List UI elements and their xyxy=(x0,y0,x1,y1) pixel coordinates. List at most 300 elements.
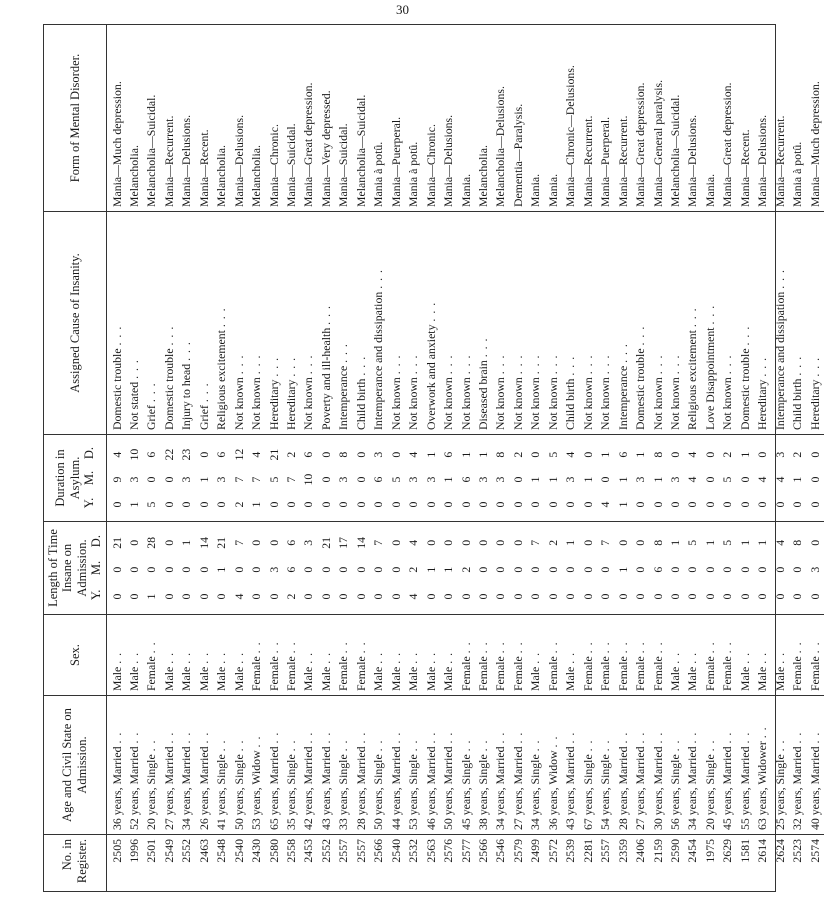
duration-months: 3 xyxy=(126,476,141,483)
duration-years: 2 xyxy=(231,501,246,508)
length-days: 6 xyxy=(284,539,299,546)
assigned-cause: Not stated xyxy=(126,381,141,430)
civil-state: Married xyxy=(720,746,735,785)
mental-disorder-form: Mania. xyxy=(458,173,473,207)
duration-months: 3 xyxy=(476,476,491,483)
sex: Female xyxy=(702,656,717,691)
duration-years: 0 xyxy=(580,501,595,508)
length-years: 0 xyxy=(685,593,700,600)
duration-years: 0 xyxy=(545,501,560,508)
assigned-cause: Hereditary xyxy=(266,379,281,430)
length-months: 0 xyxy=(336,566,351,573)
duration-years: 0 xyxy=(563,501,578,508)
length-years: 0 xyxy=(598,593,613,600)
age: 36 xyxy=(109,818,124,830)
duration-days: 4 xyxy=(563,451,578,458)
duration-years: 0 xyxy=(196,501,211,508)
mental-disorder-form: Melancholia—Suicidal. xyxy=(144,94,159,207)
civil-state: Single xyxy=(458,754,473,785)
duration-years: 0 xyxy=(214,501,229,508)
sex: Male xyxy=(301,666,316,691)
mental-disorder-form: Mania—Much depression. xyxy=(109,81,124,207)
table-row: 2572 36 years, Widow . . Female . . 002 015 Not known . . . Mania. xyxy=(545,25,562,891)
header-cause: Assigned Cause of Insanity. xyxy=(44,212,106,435)
civil-state: Married xyxy=(109,746,124,785)
assigned-cause: Not known xyxy=(580,377,595,430)
duration-days: 1 xyxy=(737,451,752,458)
civil-state: Married xyxy=(790,746,805,785)
table-row: 2557 33 years, Single . . Female . . 0017 038 Intemperance . . . Mania—Suicidal. xyxy=(335,25,352,891)
duration-years: 0 xyxy=(179,501,194,508)
length-months: 0 xyxy=(737,566,752,573)
length-months: 0 xyxy=(510,566,525,573)
length-months: 0 xyxy=(580,566,595,573)
register-number: 2557 xyxy=(353,835,370,892)
length-days: 3 xyxy=(301,539,316,546)
length-years: 0 xyxy=(633,593,648,600)
length-days: 0 xyxy=(161,539,176,546)
length-years: 0 xyxy=(493,593,508,600)
length-months: 0 xyxy=(109,566,124,573)
civil-state: Single xyxy=(476,754,491,785)
length-months: 3 xyxy=(266,566,281,573)
assigned-cause: Child birth xyxy=(790,378,805,430)
duration-months: 1 xyxy=(790,476,805,483)
duration-days: 0 xyxy=(388,451,403,458)
length-days: 7 xyxy=(371,539,386,546)
duration-days: 21 xyxy=(266,448,281,461)
age: 34 xyxy=(685,818,700,830)
civil-state: Married xyxy=(196,746,211,785)
duration-days: 10 xyxy=(126,448,141,461)
length-days: 1 xyxy=(755,539,770,546)
table-row: 2463 26 years, Married . . Male . . 0014 010 Grief . . . Mania—Recent. xyxy=(196,25,213,891)
duration-years: 1 xyxy=(126,501,141,508)
duration-months: 3 xyxy=(423,476,438,483)
length-years: 0 xyxy=(772,593,787,600)
length-days: 0 xyxy=(126,539,141,546)
duration-years: 1 xyxy=(615,501,630,508)
length-days: 21 xyxy=(214,536,229,549)
sex: Male xyxy=(109,666,124,691)
register-number: 2281 xyxy=(580,835,597,892)
duration-days: 4 xyxy=(109,451,124,458)
duration-months: 0 xyxy=(318,476,333,483)
sex: Male xyxy=(214,666,229,691)
duration-years: 0 xyxy=(441,501,456,508)
assigned-cause: Intemperance xyxy=(336,365,351,430)
length-years: 0 xyxy=(737,593,752,600)
table-row: 2501 20 years, Single . . Female . . 1028 506 Grief . . . Melancholia—Suicidal. xyxy=(143,25,160,891)
sex: Female xyxy=(249,656,264,691)
length-months: 0 xyxy=(161,566,176,573)
duration-years: 0 xyxy=(458,501,473,508)
sex: Male xyxy=(388,666,403,691)
duration-months: 1 xyxy=(650,476,665,483)
mental-disorder-form: Melancholia—Suicidal. xyxy=(353,94,368,207)
duration-months: 4 xyxy=(755,476,770,483)
duration-months: 9 xyxy=(109,476,124,483)
duration-years: 0 xyxy=(371,501,386,508)
length-months: 0 xyxy=(353,566,368,573)
register-number: 2614 xyxy=(754,835,771,892)
table-row: 2454 34 years, Married . . Male . . 005 044 Religious excitement . . . Mania—Delusions. xyxy=(684,25,701,891)
table-row: 2558 35 years, Single . . Female . . 266 072 Hereditary . . . Mania—Suicidal. xyxy=(283,25,300,891)
assigned-cause: Not known xyxy=(406,377,421,430)
register-number: 1975 xyxy=(702,835,719,892)
register-number: 2566 xyxy=(370,835,387,892)
table-row: 2549 27 years, Married . . Male . . 000 0022 Domestic trouble . . . Mania—Recurrent. xyxy=(161,25,178,891)
length-days: 1 xyxy=(702,539,717,546)
duration-days: 0 xyxy=(528,451,543,458)
age: 34 xyxy=(493,818,508,830)
table-row: 2546 34 years, Married . . Female . . 000 038 Not known . . . Melancholia—Delusions. xyxy=(492,25,509,891)
table-row: 2552 43 years, Married . . Male . . 0021 000 Poverty and ill-health . . . Mania—Very depressed. xyxy=(318,25,335,891)
duration-months: 3 xyxy=(336,476,351,483)
length-months: 1 xyxy=(214,566,229,573)
register-number: 2532 xyxy=(405,835,422,892)
age: 42 xyxy=(301,818,316,830)
register-number: 2580 xyxy=(266,835,283,892)
mental-disorder-form: Mania—Delusions. xyxy=(755,114,770,207)
civil-state: Married xyxy=(807,746,822,785)
duration-months: 0 xyxy=(510,476,525,483)
length-months: 1 xyxy=(441,566,456,573)
duration-years: 0 xyxy=(301,501,316,508)
duration-days: 8 xyxy=(493,451,508,458)
civil-state: Married xyxy=(266,746,281,785)
duration-years: 0 xyxy=(668,501,682,508)
sex: Female xyxy=(790,656,805,691)
civil-state: Married xyxy=(650,746,665,785)
register-number: 2406 xyxy=(632,835,649,892)
mental-disorder-form: Mania—Recent. xyxy=(196,129,211,207)
length-months: 0 xyxy=(144,566,159,573)
length-years: 4 xyxy=(406,593,421,600)
length-years: 0 xyxy=(126,593,141,600)
duration-days: 0 xyxy=(755,451,770,458)
length-years: 0 xyxy=(580,593,595,600)
sex: Male xyxy=(406,666,421,691)
length-months: 0 xyxy=(196,566,211,573)
civil-state: Married xyxy=(353,746,368,785)
length-days: 0 xyxy=(423,539,438,546)
civil-state: Married xyxy=(615,746,630,785)
table-row: 2505 36 years, Married . . Male . . 0021 094 Domestic trouble . . . Mania—Much depression. xyxy=(106,25,126,891)
duration-days: 1 xyxy=(423,451,438,458)
duration-months: 1 xyxy=(545,476,560,483)
length-years: 0 xyxy=(179,593,194,600)
age: 52 xyxy=(126,818,141,830)
duration-days: 6 xyxy=(214,451,229,458)
civil-state: Married xyxy=(493,746,508,785)
civil-state: Married xyxy=(510,746,525,785)
age: 20 xyxy=(702,818,717,830)
table-row: 2590 56 years, Single . . Male . . 001 030 Not known . . . Melancholia—Suicidal. xyxy=(667,25,684,891)
length-days: 0 xyxy=(388,539,403,546)
duration-years: 0 xyxy=(423,501,438,508)
assigned-cause: Not known xyxy=(458,377,473,430)
age: 54 xyxy=(598,818,613,830)
table-row: 2540 50 years, Single . . Male . . 407 2712 Not known . . . Mania—Delusions. xyxy=(231,25,248,891)
civil-state: Single xyxy=(371,754,386,785)
duration-days: 6 xyxy=(144,451,159,458)
duration-unit-m: M. xyxy=(81,470,96,486)
length-years: 0 xyxy=(353,593,368,600)
length-years: 0 xyxy=(196,593,211,600)
length-days: 0 xyxy=(458,539,473,546)
civil-state: Widow xyxy=(249,750,264,785)
header-duration xyxy=(44,435,106,522)
duration-years: 0 xyxy=(493,501,508,508)
assigned-cause: Domestic trouble xyxy=(633,348,648,430)
register-table-rotated xyxy=(44,25,822,891)
length-days: 7 xyxy=(231,539,246,546)
sex: Female xyxy=(476,656,491,691)
assigned-cause: Not known xyxy=(249,377,264,430)
age: 32 xyxy=(790,818,805,830)
length-months: 0 xyxy=(528,566,543,573)
assigned-cause: Not known xyxy=(545,377,560,430)
length-years: 0 xyxy=(371,593,386,600)
sex: Male xyxy=(423,666,438,691)
civil-state: Married xyxy=(423,746,438,785)
mental-disorder-form: Mania—Recurrent. xyxy=(161,115,176,207)
duration-years: 0 xyxy=(336,501,351,508)
sex: Male xyxy=(685,666,700,691)
length-months: 6 xyxy=(284,566,299,573)
sex: Female xyxy=(353,656,368,691)
length-years: 0 xyxy=(423,593,438,600)
mental-disorder-form: Mania—Delusions. xyxy=(441,114,456,207)
length-months: 0 xyxy=(598,566,613,573)
length-months: 0 xyxy=(772,566,787,573)
duration-unit-y: Y. xyxy=(81,497,96,509)
duration-days: 0 xyxy=(580,451,595,458)
age: 53 xyxy=(406,818,421,830)
length-days: 0 xyxy=(441,539,456,546)
length-years: 0 xyxy=(510,593,525,600)
table-row: 2557 28 years, Married . . Female . . 0014 000 Child birth . . . Melancholia—Suicidal. xyxy=(353,25,370,891)
length-years: 0 xyxy=(668,593,682,600)
length-months: 0 xyxy=(231,566,246,573)
duration-years: 0 xyxy=(109,501,124,508)
sex: Female xyxy=(493,656,508,691)
length-days: 7 xyxy=(528,539,543,546)
assigned-cause: Not known xyxy=(493,377,508,430)
mental-disorder-form: Mania à potû. xyxy=(371,141,386,207)
sex: Female xyxy=(545,656,560,691)
civil-state: Single xyxy=(336,754,351,785)
civil-state: Married xyxy=(441,746,456,785)
length-days: 5 xyxy=(720,539,735,546)
sex: Female xyxy=(615,656,630,691)
duration-years: 0 xyxy=(318,501,333,508)
length-years: 0 xyxy=(249,593,264,600)
register-number: 2499 xyxy=(527,835,544,892)
duration-months: 3 xyxy=(633,476,648,483)
assigned-cause: Not known xyxy=(668,377,682,430)
sex: Female xyxy=(650,656,665,691)
sex: Female xyxy=(266,656,281,691)
civil-state: Single xyxy=(580,754,595,785)
assigned-cause: Not known xyxy=(650,377,665,430)
register-number: 2540 xyxy=(388,835,405,892)
duration-months: 3 xyxy=(179,476,194,483)
table-row: 1975 20 years, Single . . Female . . 001 000 Love Disappointment . . . Mania. xyxy=(702,25,719,891)
duration-months: 3 xyxy=(668,476,682,483)
length-months: 3 xyxy=(807,566,822,573)
assigned-cause: Child birth xyxy=(353,378,368,430)
length-days: 28 xyxy=(144,536,159,549)
age: 67 xyxy=(580,818,595,830)
duration-months: 7 xyxy=(231,476,246,483)
duration-years: 0 xyxy=(388,501,403,508)
duration-months: 5 xyxy=(266,476,281,483)
register-number: 2552 xyxy=(178,835,195,892)
duration-months: 0 xyxy=(144,476,159,483)
duration-days: 23 xyxy=(179,448,194,461)
table-row: 1581 55 years, Married . . Male . . 001 001 Domestic trouble . . . Mania—Recent. xyxy=(737,25,754,891)
mental-disorder-form: Mania—Chronic—Delusions. xyxy=(563,65,578,207)
assigned-cause: Child birth xyxy=(563,378,578,430)
civil-state: Married xyxy=(685,746,700,785)
civil-state: Married xyxy=(301,746,316,785)
length-years: 0 xyxy=(563,593,578,600)
mental-disorder-form: Mania—Puerperal. xyxy=(388,116,403,207)
register-table xyxy=(44,25,824,891)
register-number: 2523 xyxy=(789,835,806,892)
length-months: 2 xyxy=(458,566,473,573)
duration-days: 4 xyxy=(249,451,264,458)
header-length-insane xyxy=(44,522,106,615)
sex: Male xyxy=(196,666,211,691)
length-months: 0 xyxy=(790,566,805,573)
length-days: 21 xyxy=(109,536,124,549)
duration-days: 0 xyxy=(196,451,211,458)
civil-state: Married xyxy=(388,746,403,785)
table-row: 2430 53 years, Widow . . Female . . 000 174 Not known . . . Melancholia. xyxy=(248,25,265,891)
sex: Male xyxy=(563,666,578,691)
length-months: 0 xyxy=(685,566,700,573)
duration-months: 3 xyxy=(493,476,508,483)
register-number: 2430 xyxy=(248,835,265,892)
length-years: 0 xyxy=(807,593,822,600)
civil-state: Single xyxy=(772,754,787,785)
header-duration-label: Duration in Asylum. xyxy=(53,449,82,507)
duration-months: 3 xyxy=(406,476,421,483)
mental-disorder-form: Mania—Delusions. xyxy=(179,114,194,207)
register-number: 2577 xyxy=(458,835,475,892)
civil-state: Married xyxy=(126,746,141,785)
duration-days: 2 xyxy=(720,451,735,458)
length-months: 0 xyxy=(545,566,560,573)
table-row: 2566 50 years, Single . . Male . . 007 063 Intemperance and dissipation . . . Mania à potû. xyxy=(370,25,387,891)
civil-state: Single xyxy=(214,754,229,785)
mental-disorder-form: Dementia—Paralysis. xyxy=(510,103,525,207)
mental-disorder-form: Mania—Very depressed. xyxy=(318,90,333,207)
sex: Male xyxy=(755,666,770,691)
age: 36 xyxy=(545,818,560,830)
length-unit-y: Y. xyxy=(89,589,104,601)
civil-state: Single xyxy=(668,754,682,785)
length-years: 0 xyxy=(441,593,456,600)
length-years: 0 xyxy=(336,593,351,600)
duration-days: 4 xyxy=(685,451,700,458)
age: 38 xyxy=(476,818,491,830)
assigned-cause: Not known xyxy=(528,377,543,430)
age: 34 xyxy=(528,818,543,830)
table-row: 2580 65 years, Married . . Female . . 030 0521 Hereditary . . . Mania—Chronic. xyxy=(266,25,283,891)
register-number: 2563 xyxy=(423,835,440,892)
length-months: 0 xyxy=(702,566,717,573)
length-months: 0 xyxy=(301,566,316,573)
civil-state: Single xyxy=(702,754,717,785)
length-days: 1 xyxy=(668,539,682,546)
table-row: 2563 46 years, Married . . Male . . 010 031 Overwork and anxiety . . . Mania—Chronic. xyxy=(423,25,440,891)
length-days: 5 xyxy=(685,539,700,546)
duration-years: 0 xyxy=(790,501,805,508)
header-form: Form of Mental Disorder. xyxy=(44,25,106,212)
length-days: 1 xyxy=(179,539,194,546)
length-days: 0 xyxy=(615,539,630,546)
sex: Male xyxy=(371,666,386,691)
duration-years: 0 xyxy=(633,501,648,508)
assigned-cause: Hereditary xyxy=(807,379,822,430)
sex: Male xyxy=(231,666,246,691)
mental-disorder-form: Mania. xyxy=(702,173,717,207)
length-months: 0 xyxy=(388,566,403,573)
assigned-cause: Love Disappointment xyxy=(702,327,717,430)
civil-state: Married xyxy=(633,746,648,785)
length-years: 0 xyxy=(476,593,491,600)
register-number: 2629 xyxy=(719,835,736,892)
mental-disorder-form: Melancholia. xyxy=(126,145,141,207)
length-years: 0 xyxy=(615,593,630,600)
age: 50 xyxy=(371,818,386,830)
assigned-cause: Religious excitement xyxy=(214,330,229,430)
mental-disorder-form: Mania—Puerperal. xyxy=(598,116,613,207)
duration-months: 3 xyxy=(214,476,229,483)
duration-years: 0 xyxy=(266,501,281,508)
sex: Male xyxy=(528,666,543,691)
table-row: 2624 25 years, Single . . Male . . 004 043 Intemperance and dissipation . . . Mania—Recurrent. xyxy=(772,25,789,891)
duration-years: 0 xyxy=(772,501,787,508)
table-body xyxy=(106,25,824,891)
duration-days: 0 xyxy=(668,451,682,458)
length-days: 0 xyxy=(249,539,264,546)
age: 28 xyxy=(353,818,368,830)
length-days: 0 xyxy=(580,539,595,546)
civil-state: Single xyxy=(144,754,159,785)
table-row: 2499 34 years, Single . . Male . . 007 010 Not known . . . Mania. xyxy=(527,25,544,891)
sex: Male xyxy=(668,666,682,691)
assigned-cause: Not known xyxy=(720,377,735,430)
age: 28 xyxy=(615,818,630,830)
length-days: 0 xyxy=(493,539,508,546)
age: 27 xyxy=(633,818,648,830)
sex: Male xyxy=(772,666,787,691)
sex: Male xyxy=(441,666,456,691)
length-days: 0 xyxy=(633,539,648,546)
assigned-cause: Intemperance xyxy=(615,365,630,430)
assigned-cause: Intemperance and dissipation xyxy=(371,291,386,430)
duration-months: 4 xyxy=(772,476,787,483)
sex: Male xyxy=(179,666,194,691)
assigned-cause: Injury to head xyxy=(179,363,194,430)
length-days: 17 xyxy=(336,536,351,549)
sex: Female xyxy=(144,656,159,691)
